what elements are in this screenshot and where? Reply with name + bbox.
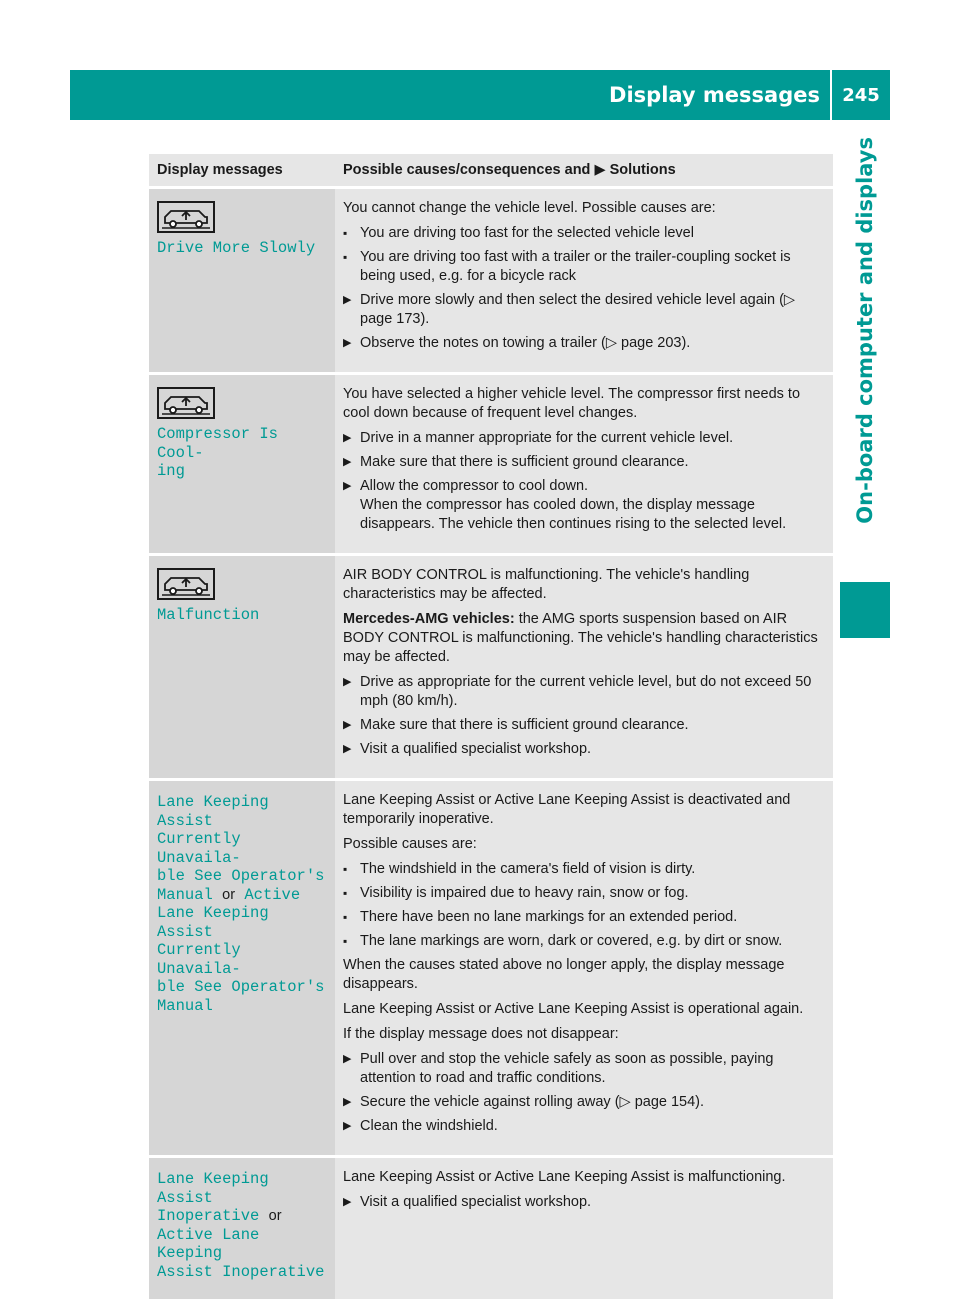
action-arrow-icon: ▶ xyxy=(343,676,352,688)
causes-cell: You have selected a higher vehicle level. The compressor first needs to cool down because of frequent level changes. ▶ Drive in a manner appropriate for the current vehicle level. ▶ Make sure that there is sufficient ground clearance. ▶ Allow the compressor to cool down. When the compressor has cooled down, the display message disappears. The vehicle then continues rising to the selected level. xyxy=(335,374,833,555)
display-message: Drive More Slowly xyxy=(157,239,316,257)
message-cell xyxy=(149,1157,335,1300)
action-arrow-icon: ▶ xyxy=(343,1196,352,1208)
action-arrow-icon: ▶ xyxy=(594,162,606,178)
message-cell xyxy=(149,374,335,555)
list-item: ▪ There have been no lane markings for an extended period. xyxy=(343,909,738,925)
side-tab-marker xyxy=(840,582,890,638)
table-row xyxy=(149,555,833,780)
bullet-icon: ▪ xyxy=(343,862,348,876)
list-item: ▪ Visibility is impaired due to heavy rain, snow or fog. xyxy=(343,885,689,901)
table-row xyxy=(149,374,833,555)
list-item: ▶ Drive more slowly and then select the desired vehicle level again (▷ page 173). xyxy=(343,292,796,327)
list-item: ▶ Visit a qualified specialist workshop. xyxy=(343,1194,592,1210)
vehicle-level-icon xyxy=(157,201,215,233)
side-tab xyxy=(840,135,890,595)
list-item: ▶ Clean the windshield. xyxy=(343,1118,498,1134)
table-row xyxy=(149,188,833,374)
vehicle-level-icon xyxy=(157,387,215,419)
display-message: Lane Keeping Assist Currently Unavaila‑ ble See Operator's Manual or Active Lane Keeping Assist Currently Unavaila‑ ble See Operator's Manual xyxy=(157,793,325,1015)
display-message: Malfunction xyxy=(157,606,260,624)
action-arrow-icon: ▶ xyxy=(343,480,352,492)
list-item: ▶ Drive in a manner appropriate for the current vehicle level. xyxy=(343,430,734,446)
list-item: ▶ Make sure that there is sufficient ground clearance. xyxy=(343,454,689,470)
message-cell xyxy=(149,780,335,1157)
action-arrow-icon: ▶ xyxy=(343,432,352,444)
section-title: Display messages xyxy=(609,83,820,107)
list-item: ▶ Visit a qualified specialist workshop. xyxy=(343,741,592,757)
causes-cell: You cannot change the vehicle level. Possible causes are: ▪ You are driving too fast for the selected vehicle level ▪ You are driving too fast with a trailer or the trailer-coupling socket is being used, e.g. for a bicycle rack ▶ Drive more slowly and then select the desired vehicle level again (▷ page 173). ▶ Observe the notes on towing a trailer (▷ page 203). xyxy=(335,188,833,374)
display-messages-table xyxy=(149,154,833,1299)
list-item: ▪ The lane markings are worn, dark or covered, e.g. by dirt or snow. xyxy=(343,933,783,949)
table-row xyxy=(149,780,833,1157)
causes-cell: AIR BODY CONTROL is malfunctioning. The vehicle's handling characteristics may be affected. Mercedes-AMG vehicles: the AMG sports suspension based on AIR BODY CONTROL is malfunctioning. The vehicle's handling characteristics may be affected. ▶ Drive as appropriate for the current vehicle level, but do not exceed 50 mph (80 km/h). ▶ Make sure that there is sufficient ground clearance. ▶ Visit a qualified specialist workshop. xyxy=(335,555,833,780)
column-header-causes: Possible causes/consequences and ▶ Solutions xyxy=(335,154,833,188)
action-arrow-icon: ▶ xyxy=(343,1096,352,1108)
causes-cell: Lane Keeping Assist or Active Lane Keeping Assist is deactivated and temporarily inoperative. Possible causes are: ▪ The windshield in the camera's field of vision is dirty. ▪ Visibility is impaired due to heavy rain, snow or fog. ▪ There have been no lane markings for an extended period. ▪ The lane markings are worn, dark or covered, e.g. by dirt or snow. When the causes stated above no longer apply, the display message disappears. Lane Keeping Assist or Active Lane Keeping Assist is operational again. If the display message does not disappear: ▶ Pull over and stop the vehicle safely as soon as possible, paying attention to road and traffic conditions. ▶ Secure the vehicle against rolling away (▷ page 154). ▶ Clean the windshield. xyxy=(335,780,833,1157)
list-item: ▶ Allow the compressor to cool down. When the compressor has cooled down, the display message disappears. The vehicle then continues rising to the selected level. xyxy=(343,478,787,532)
table-row xyxy=(149,1157,833,1300)
page-number: 245 xyxy=(842,84,880,106)
causes-cell: Lane Keeping Assist or Active Lane Keeping Assist is malfunctioning. ▶ Visit a qualified specialist workshop. xyxy=(335,1157,833,1300)
table-header-row xyxy=(149,154,833,188)
action-arrow-icon: ▶ xyxy=(343,456,352,468)
page-header xyxy=(70,70,890,120)
bullet-icon: ▪ xyxy=(343,226,348,240)
bullet-icon: ▪ xyxy=(343,250,348,264)
action-arrow-icon: ▶ xyxy=(343,337,352,349)
list-item: ▶ Make sure that there is sufficient ground clearance. xyxy=(343,717,689,733)
message-cell xyxy=(149,188,335,374)
action-arrow-icon: ▶ xyxy=(343,294,352,306)
column-header-messages: Display messages xyxy=(149,154,335,188)
display-message: Compressor Is Cool‑ ing xyxy=(157,425,278,480)
list-item: ▶ Pull over and stop the vehicle safely as soon as possible, paying attention to road and traffic conditions. xyxy=(343,1051,774,1086)
side-tab-label: On-board computer and displays xyxy=(853,137,877,524)
action-arrow-icon: ▶ xyxy=(343,743,352,755)
bullet-icon: ▪ xyxy=(343,886,348,900)
list-item: ▶ Observe the notes on towing a trailer (▷ page 203). xyxy=(343,335,691,351)
list-item: ▪ The windshield in the camera's field of vision is dirty. xyxy=(343,861,696,877)
message-cell xyxy=(149,555,335,780)
action-arrow-icon: ▶ xyxy=(343,1053,352,1065)
display-message: Lane Keeping Assist Inoperative or Active Lane Keeping Assist Inoperative xyxy=(157,1170,325,1281)
list-item: ▪ You are driving too fast with a trailer or the trailer-coupling socket is being used, e.g. for a bicycle rack xyxy=(343,249,791,284)
list-item: ▪ You are driving too fast for the selected vehicle level xyxy=(343,225,694,241)
action-arrow-icon: ▶ xyxy=(343,719,352,731)
vehicle-level-icon xyxy=(157,568,215,600)
action-arrow-icon: ▶ xyxy=(343,1120,352,1132)
bullet-icon: ▪ xyxy=(343,910,348,924)
bullet-icon: ▪ xyxy=(343,934,348,948)
list-item: ▶ Drive as appropriate for the current vehicle level, but do not exceed 50 mph (80 km/h). xyxy=(343,674,812,709)
list-item: ▶ Secure the vehicle against rolling away (▷ page 154). xyxy=(343,1094,705,1110)
